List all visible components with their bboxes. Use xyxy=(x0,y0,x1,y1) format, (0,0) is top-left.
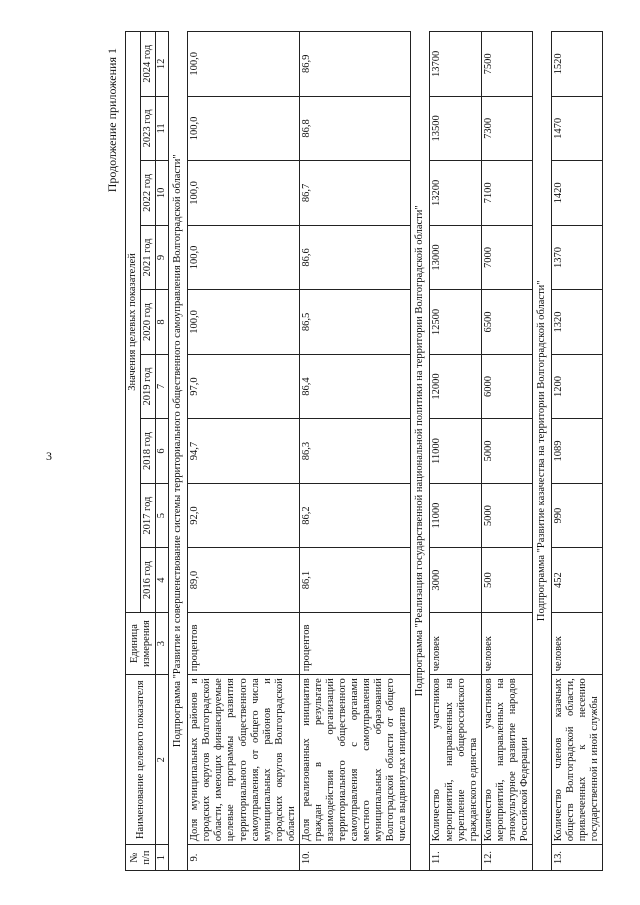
value-cell: 5000 xyxy=(481,483,532,548)
value-cell: 12500 xyxy=(430,290,481,355)
indicator-name: Количество участников мероприятий, направленных на укрепление общероссийского гражданского единства xyxy=(430,675,481,845)
value-cell: 86,2 xyxy=(299,483,411,548)
value-cell: 100,0 xyxy=(188,225,300,290)
col-header-no: № п/п xyxy=(126,845,156,871)
year-header: 2019 год xyxy=(141,354,156,419)
table-row xyxy=(430,32,481,871)
indicator-name: Количество членов казачьих обществ Волгоградской области, привлеченных к несению государственной и иной службы xyxy=(552,675,603,845)
value-cell: 100,0 xyxy=(188,96,300,161)
value-cell: 86,7 xyxy=(299,161,411,226)
column-index: 8 xyxy=(156,290,169,355)
value-cell: 7500 xyxy=(481,32,532,97)
value-cell: 11000 xyxy=(430,419,481,484)
continuation-title: Продолжение приложения 1 xyxy=(105,48,119,193)
row-number: 12. xyxy=(481,845,532,871)
value-cell: 94,7 xyxy=(188,419,300,484)
value-cell: 1520 xyxy=(552,32,603,97)
value-cell: 5000 xyxy=(481,419,532,484)
value-cell: 100,0 xyxy=(188,32,300,97)
row-number: 11. xyxy=(430,845,481,871)
value-cell: 13200 xyxy=(430,161,481,226)
year-header: 2022 год xyxy=(141,161,156,226)
column-index: 9 xyxy=(156,225,169,290)
value-cell: 13000 xyxy=(430,225,481,290)
unit-cell: процентов xyxy=(188,612,300,674)
value-cell: 100,0 xyxy=(188,161,300,226)
year-header: 2020 год xyxy=(141,290,156,355)
value-cell: 86,9 xyxy=(299,32,411,97)
column-index: 4 xyxy=(156,548,169,613)
table-row xyxy=(188,32,300,871)
row-number: 9. xyxy=(188,845,300,871)
value-cell: 1370 xyxy=(552,225,603,290)
indicators-table xyxy=(125,31,603,871)
value-cell: 7300 xyxy=(481,96,532,161)
table-row xyxy=(552,32,603,871)
column-index-row xyxy=(156,32,169,871)
column-index: 7 xyxy=(156,354,169,419)
rotated-page-content xyxy=(105,30,615,875)
value-cell: 990 xyxy=(552,483,603,548)
row-number: 10. xyxy=(299,845,411,871)
value-cell: 6500 xyxy=(481,290,532,355)
indicator-name: Доля реализованных инициатив граждан в результате взаимодействия организаций территориального общественного самоуправления с органами местного самоуправления муниципальных образований Волгоградской области от общего числа выдвинутых инициатив xyxy=(299,675,411,845)
value-cell: 500 xyxy=(481,548,532,613)
subprogram-title: Подпрограмма "Развитие и совершенствование системы территориального общественного самоуправления Волгоградской области" xyxy=(169,32,188,871)
value-cell: 12000 xyxy=(430,354,481,419)
table-row xyxy=(481,32,532,871)
value-cell: 86,6 xyxy=(299,225,411,290)
indicator-name: Доля муниципальных районов и городских округов Волгоградской области, имеющих финансируемые целевые программы развития территориального общественного самоуправления, от общего числа муниципальных районов и городских округов Волгоградской области xyxy=(188,675,300,845)
unit-cell: человек xyxy=(552,612,603,674)
year-header: 2024 год xyxy=(141,32,156,97)
unit-cell: процентов xyxy=(299,612,411,674)
value-cell: 89,0 xyxy=(188,548,300,613)
subprogram-row xyxy=(532,32,551,871)
value-cell: 86,1 xyxy=(299,548,411,613)
subprogram-row xyxy=(411,32,430,871)
value-cell: 7000 xyxy=(481,225,532,290)
col-header-values-group: Значения целевых показателей xyxy=(126,32,141,613)
column-index: 1 xyxy=(156,845,169,871)
value-cell: 1420 xyxy=(552,161,603,226)
year-header: 2021 год xyxy=(141,225,156,290)
column-index: 5 xyxy=(156,483,169,548)
column-index: 10 xyxy=(156,161,169,226)
table-row xyxy=(299,32,411,871)
year-header: 2016 год xyxy=(141,548,156,613)
value-cell: 86,4 xyxy=(299,354,411,419)
col-header-unit: Единица измерения xyxy=(126,612,156,674)
column-index: 6 xyxy=(156,419,169,484)
value-cell: 86,5 xyxy=(299,290,411,355)
year-header: 2017 год xyxy=(141,483,156,548)
value-cell: 7100 xyxy=(481,161,532,226)
value-cell: 100,0 xyxy=(188,290,300,355)
header-row xyxy=(126,32,141,871)
column-index: 3 xyxy=(156,612,169,674)
column-index: 2 xyxy=(156,675,169,845)
subprogram-row xyxy=(169,32,188,871)
value-cell: 86,3 xyxy=(299,419,411,484)
value-cell: 1089 xyxy=(552,419,603,484)
year-header: 2018 год xyxy=(141,419,156,484)
value-cell: 452 xyxy=(552,548,603,613)
year-header: 2023 год xyxy=(141,96,156,161)
value-cell: 1200 xyxy=(552,354,603,419)
value-cell: 97,0 xyxy=(188,354,300,419)
value-cell: 13500 xyxy=(430,96,481,161)
value-cell: 1320 xyxy=(552,290,603,355)
unit-cell: человек xyxy=(481,612,532,674)
value-cell: 86,8 xyxy=(299,96,411,161)
indicator-name: Количество участников мероприятий, направленных на этнокультурное развитие народов Российской Федерации xyxy=(481,675,532,845)
row-number: 13. xyxy=(552,845,603,871)
column-index: 12 xyxy=(156,32,169,97)
value-cell: 6000 xyxy=(481,354,532,419)
col-header-name: Наименование целевого показателя xyxy=(126,675,156,845)
subprogram-title: Подпрограмма "Реализация государственной национальной политики на территории Волгоградской области" xyxy=(411,32,430,871)
page-number: 3 xyxy=(46,449,52,463)
value-cell: 13700 xyxy=(430,32,481,97)
value-cell: 11000 xyxy=(430,483,481,548)
value-cell: 3000 xyxy=(430,548,481,613)
value-cell: 1470 xyxy=(552,96,603,161)
unit-cell: человек xyxy=(430,612,481,674)
subprogram-title: Подпрограмма "Развитие казачества на территории Волгоградской области" xyxy=(532,32,551,871)
column-index: 11 xyxy=(156,96,169,161)
value-cell: 92,0 xyxy=(188,483,300,548)
